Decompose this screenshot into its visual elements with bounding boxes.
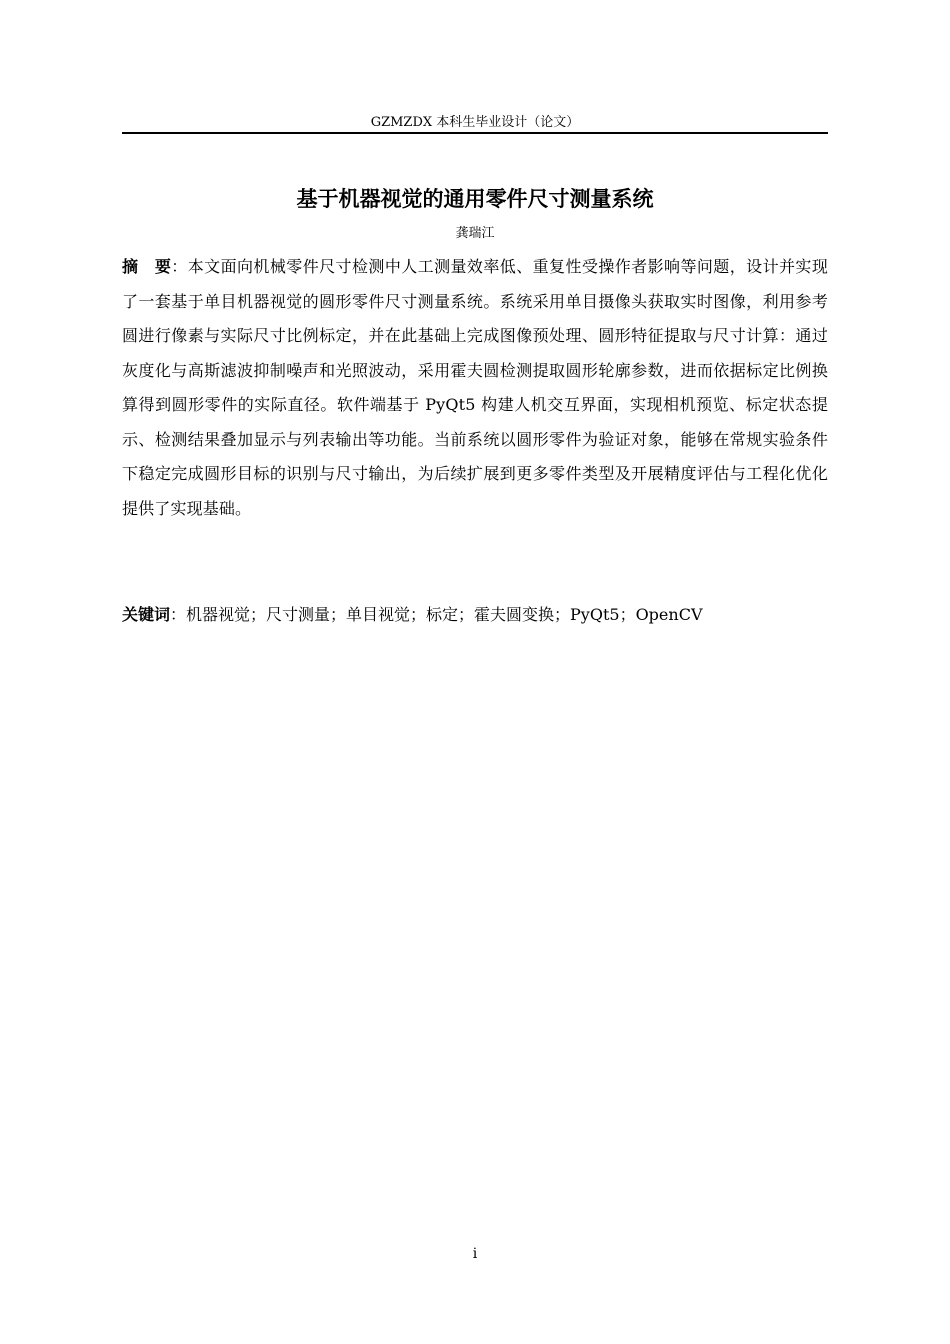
abstract-paragraph [122,250,828,526]
keywords-label: 关键词 [122,605,171,624]
header-rule [122,132,828,134]
keywords-text: 机器视觉；尺寸测量；单目视觉；标定；霍夫圆变换；PyQt5；OpenCV [186,605,703,624]
page-number: i [472,1246,478,1262]
abstract-text: 本文面向机械零件尺寸检测中人工测量效率低、重复性受操作者影响等问题，设计并实现了一套基于单目机器视觉的圆形零件尺寸测量系统。系统采用单目摄像头获取实时图像，利用参考圆进行像素与实际尺寸比例标定，并在此基础上完成图像预处理、圆形特征提取与尺寸计算：通过灰度化与高斯滤波抑制噪声和光照波动，采用霍夫圆检测提取圆形轮廓参数，进而依据标定比例换算得到圆形零件的实际直径。软件端基于 PyQt5 构建人机交互界面，实现相机预览、标定状态提示、检测结果叠加显示与列表输出等功能。当前系统以圆形零件为验证对象，能够在常规实验条件下稳定完成圆形目标的识别与尺寸输出，为后续扩展到更多零件类型及开展精度评估与工程化优化提供了实现基础。 [122,257,829,518]
abstract-separator: ： [171,257,188,276]
abstract-label: 摘 要 [122,257,172,276]
keywords-separator: ： [170,605,187,624]
paper-title: 基于机器视觉的通用零件尺寸测量系统 [296,187,654,211]
keywords-line [122,600,828,630]
author-name: 龚瑞江 [455,226,495,241]
page-header: GZMZDX 本科生毕业设计（论文） [370,115,580,130]
